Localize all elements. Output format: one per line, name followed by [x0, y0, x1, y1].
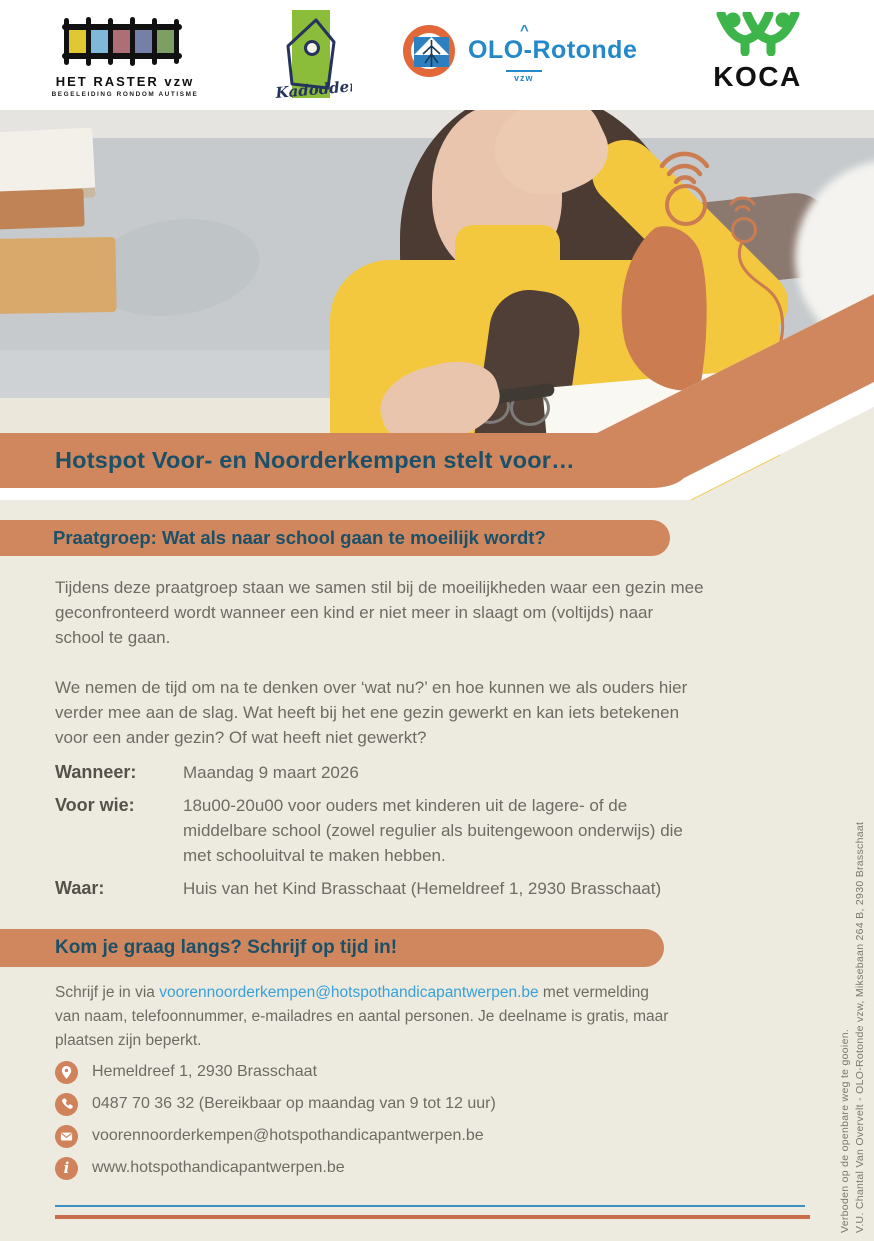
contact-address: Hemeldreef 1, 2930 Brasschaat: [92, 1063, 318, 1080]
footer-rule-blue: [55, 1205, 805, 1207]
contact-website[interactable]: www.hotspothandicapantwerpen.be: [92, 1159, 345, 1176]
kom-banner: Kom je graag langs? Schrijf op tijd in!: [0, 929, 664, 967]
intro-paragraph-1: Tijdens deze praatgroep staan we samen stil bij de moeilijkheden waar een gezin mee geconfronteerd wordt wanneer een kind er niet meer in slaagt om (voltijds) naar school te gaan.: [55, 578, 704, 647]
intro-paragraph-2: We nemen de tijd om na te denken over ‘wat nu?’ en hoe kunnen we als ouders hier verder mee aan de slag. Wat heeft bij het ene gezin gewerkt en kan iets betekenen voor een ander gezin? Of wat heeft niet gewerkt?: [55, 678, 688, 747]
koca-logo: [700, 12, 815, 93]
imprint-vertical-note: [838, 738, 868, 1233]
contact-email[interactable]: voorennoorderkempen@hotspothandicapantwerpen.be: [92, 1127, 484, 1144]
footer-rule-orange: [55, 1215, 810, 1219]
detail-row-voor-wie: [55, 793, 845, 868]
contact-row-website: [55, 1152, 496, 1184]
signup-paragraph: [55, 981, 835, 1053]
envelope-icon: [55, 1125, 78, 1148]
contact-list: [55, 1056, 496, 1184]
info-icon: i: [55, 1157, 78, 1180]
detail-row-wanneer: [55, 760, 845, 785]
detail-label: Voor wie:: [55, 795, 135, 815]
contact-row-address: [55, 1056, 496, 1088]
location-pin-icon: [55, 1061, 78, 1084]
signup-text-after: met vermelding van naam, telefoonnummer, e-mailadres en aantal personen. Je deelname is gratis, maar plaatsen zijn beperkt.: [55, 984, 669, 1049]
detail-row-waar: [55, 876, 845, 901]
kadodder-logo: [268, 8, 354, 110]
het-raster-title: HET RASTER vzw: [55, 74, 195, 89]
olo-rotonde-logo: [402, 20, 642, 90]
imprint-line-2: V.U. Chantal Van Overvelt - OLO-Rotonde vzw, Miksebaan 264 B, 2930 Brasschaat: [854, 821, 866, 1233]
orange-petal-shape: [622, 226, 707, 390]
event-details: [55, 760, 845, 909]
detail-label: Waar:: [55, 878, 105, 898]
olo-rotonde-icon: [402, 22, 460, 80]
detail-value: Huis van het Kind Brasschaat (Hemeldreef 1, 2930 Brasschaat): [183, 879, 662, 898]
contact-row-email: [55, 1120, 496, 1152]
olo-caret-icon: ^: [520, 22, 529, 39]
contact-row-phone: [55, 1088, 496, 1120]
imprint-line-1: Verboden op de openbare weg te gooien.: [839, 1028, 851, 1233]
contact-phone: 0487 70 36 32 (Bereikbaar op maandag van 9 tot 12 uur): [92, 1095, 496, 1112]
svg-text:Kadodder: Kadodder: [274, 76, 352, 102]
het-raster-grid-icon: [60, 16, 190, 68]
detail-value: 18u00-20u00 voor ouders met kinderen uit de lagere- of de middelbare school (zowel regulier als buitengewoon onderwijs) die met schooluitval te maken hebben.: [183, 796, 683, 865]
olo-vzw-label: vzw: [506, 70, 542, 83]
logo-bar: [0, 0, 874, 110]
detail-label: Wanneer:: [55, 762, 137, 782]
signup-text-before: Schrijf je in via: [55, 984, 160, 1001]
signup-email-link[interactable]: voorennoorderkempen@hotspothandicapantwerpen.be: [159, 984, 539, 1001]
olo-rotonde-title: OLO-Rotonde: [468, 36, 638, 64]
phone-icon: [55, 1093, 78, 1116]
het-raster-subtitle: BEGELEIDING RONDOM AUTISME: [51, 91, 199, 98]
detail-value: Maandag 9 maart 2026: [183, 763, 359, 782]
koca-title: KOCA: [713, 61, 802, 92]
koca-figures-icon: [703, 12, 813, 56]
kadodder-house-icon: [270, 8, 352, 105]
hero-title: Hotspot Voor- en Noorderkempen stelt voor…: [55, 447, 575, 473]
praatgroep-banner: Praatgroep: Wat als naar school gaan te moeilijk wordt?: [0, 520, 670, 556]
het-raster-logo: [50, 16, 200, 98]
hero-photo: [0, 110, 874, 500]
